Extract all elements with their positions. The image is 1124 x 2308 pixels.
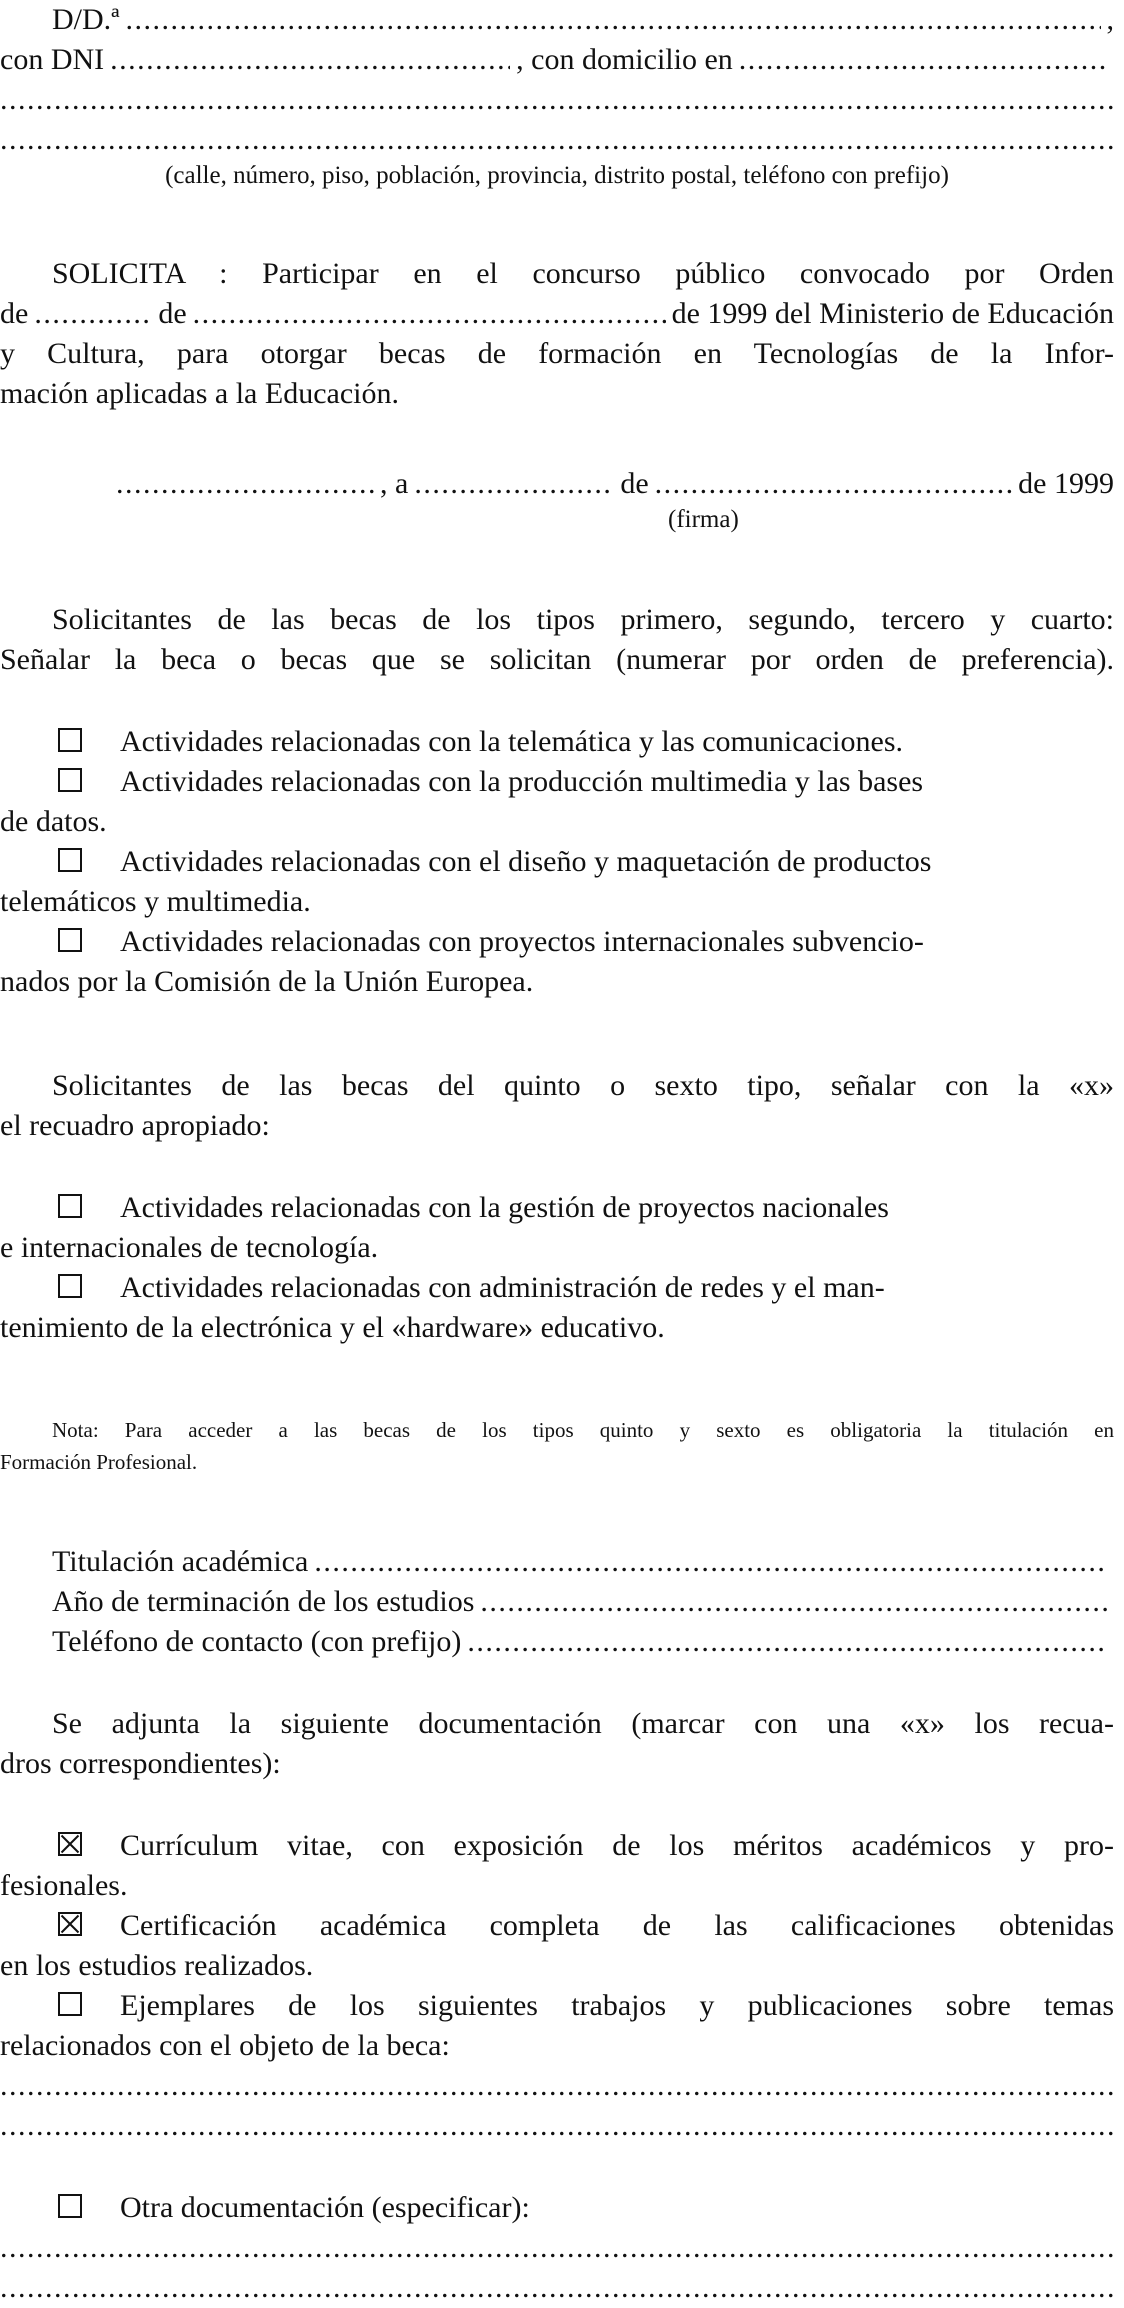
anio-label: Año de terminación de los estudios	[52, 1585, 475, 1618]
option-label-cont: telemáticos y multimedia.	[0, 885, 311, 918]
publicaciones-field-1[interactable]	[0, 2066, 1114, 2106]
solicita-ministerio: de 1999 del Ministerio de Educación	[671, 297, 1114, 330]
solicita-line-2	[0, 294, 1114, 334]
checkbox[interactable]	[58, 928, 82, 952]
checkbox[interactable]	[58, 2194, 82, 2218]
option-label: Actividades relacionadas con el diseño y maquetación de productos	[120, 845, 932, 878]
telefono-line	[52, 1622, 1114, 1662]
doc-label-cont: fesionales.	[0, 1869, 128, 1902]
beca-option-diseno	[52, 842, 1114, 882]
month-field[interactable]	[655, 464, 1013, 504]
domicilio-field[interactable]	[739, 40, 1108, 80]
checkbox[interactable]	[58, 1194, 82, 1218]
titulacion-field[interactable]	[314, 1542, 1108, 1582]
option-label-cont: nados por la Comisión de la Unión Europea.	[0, 965, 534, 998]
dni-label: con DNI	[0, 43, 105, 76]
day-field[interactable]	[414, 464, 614, 504]
checked-checkbox[interactable]	[58, 1912, 82, 1936]
address-line-1[interactable]	[0, 80, 1114, 120]
dni-field[interactable]	[110, 40, 510, 80]
anio-field[interactable]	[480, 1582, 1108, 1622]
dd-label: D/D.ª	[52, 3, 120, 36]
titulacion-label: Titulación académica	[52, 1545, 309, 1578]
beca-option-multimedia	[52, 762, 1114, 802]
section2-intro-1: Solicitantes de las becas del quinto o sexto tipo, señalar con la «x»	[52, 1069, 1114, 1102]
firma-label: (firma)	[668, 506, 739, 533]
anio-line	[52, 1582, 1114, 1622]
checkbox[interactable]	[58, 848, 82, 872]
checkbox[interactable]	[58, 1992, 82, 2016]
option-label-cont: de datos.	[0, 805, 107, 838]
option-label: Actividades relacionadas con proyectos internacionales subvencio-	[120, 925, 924, 958]
dd-name-field[interactable]	[125, 0, 1100, 40]
section2-intro-2: el recuadro apropiado:	[0, 1109, 270, 1142]
beca-option-redes	[52, 1268, 1114, 1308]
doc-item-otra	[52, 2188, 1114, 2228]
telefono-label: Teléfono de contacto (con prefijo)	[52, 1625, 462, 1658]
dni-line	[0, 40, 1114, 80]
checkbox[interactable]	[58, 768, 82, 792]
domicilio-label: , con domicilio en	[516, 43, 733, 76]
doc-item-curriculum	[52, 1826, 1114, 1866]
publicaciones-field-2[interactable]	[0, 2106, 1114, 2146]
solicita-line-1: SOLICITA : Participar en el concurso público convocado por Orden	[52, 257, 1114, 290]
doc-label: Ejemplares de los siguientes trabajos y publicaciones sobre temas	[120, 1989, 1114, 2022]
option-label: Actividades relacionadas con administración de redes y el man-	[120, 1271, 885, 1304]
solicita-de-1: de	[0, 297, 29, 330]
note-line-1: Nota: Para acceder a las becas de los tipos quinto y sexto es obligatoria la titulación en	[52, 1418, 1114, 1442]
beca-option-gestion	[52, 1188, 1114, 1228]
option-label-cont: tenimiento de la electrónica y el «hardware» educativo.	[0, 1311, 665, 1344]
titulacion-line	[52, 1542, 1114, 1582]
date-a: , a	[380, 467, 409, 500]
solicita-line-4: mación aplicadas a la Educación.	[0, 377, 399, 410]
order-day-field[interactable]	[34, 294, 152, 334]
date-line	[116, 464, 1114, 504]
note-line-2: Formación Profesional.	[0, 1450, 198, 1474]
docs-intro-2: dros correspondientes):	[0, 1747, 281, 1780]
option-label: Actividades relacionadas con la telemática y las comunicaciones.	[120, 725, 904, 758]
doc-item-certificacion	[52, 1906, 1114, 1946]
checked-checkbox[interactable]	[58, 1832, 82, 1856]
otra-field-1[interactable]	[0, 2228, 1114, 2268]
docs-intro-1: Se adjunta la siguiente documentación (marcar con una «x» los recua-	[52, 1707, 1114, 1740]
telefono-field[interactable]	[467, 1622, 1108, 1662]
address-hint: (calle, número, piso, población, provincia, distrito postal, teléfono con prefijo)	[165, 162, 949, 189]
date-year: de 1999	[1018, 467, 1114, 500]
beca-option-telematica	[52, 722, 1114, 762]
option-label: Actividades relacionadas con la producción multimedia y las bases	[120, 765, 924, 798]
doc-label-cont: relacionados con el objeto de la beca:	[0, 2029, 450, 2062]
doc-label: Currículum vitae, con exposición de los méritos académicos y pro-	[120, 1829, 1114, 1862]
section1-intro-1: Solicitantes de las becas de los tipos primero, segundo, tercero y cuarto:	[52, 603, 1114, 636]
dd-tail: ,	[1106, 3, 1114, 36]
section1-intro-2: Señalar la beca o becas que se solicitan (numerar por orden de preferencia).	[0, 643, 1114, 676]
otra-field-2[interactable]	[0, 2268, 1114, 2308]
solicita-line-3: y Cultura, para otorgar becas de formación en Tecnologías de la Infor-	[0, 337, 1114, 370]
dd-line	[52, 0, 1114, 40]
option-label: Actividades relacionadas con la gestión de proyectos nacionales	[120, 1191, 889, 1224]
doc-label: Otra documentación (especificar):	[120, 2191, 530, 2224]
beca-option-proyectos	[52, 922, 1114, 962]
order-month-field[interactable]	[193, 294, 666, 334]
solicita-de-2: de	[158, 297, 187, 330]
address-line-2[interactable]	[0, 120, 1114, 160]
doc-label-cont: en los estudios realizados.	[0, 1949, 314, 1982]
doc-item-ejemplares	[52, 1986, 1114, 2026]
date-de: de	[620, 467, 649, 500]
option-label-cont: e internacionales de tecnología.	[0, 1231, 379, 1264]
doc-label: Certificación académica completa de las calificaciones obtenidas	[120, 1909, 1114, 1942]
checkbox[interactable]	[58, 1274, 82, 1298]
place-field[interactable]	[116, 464, 374, 504]
checkbox[interactable]	[58, 728, 82, 752]
